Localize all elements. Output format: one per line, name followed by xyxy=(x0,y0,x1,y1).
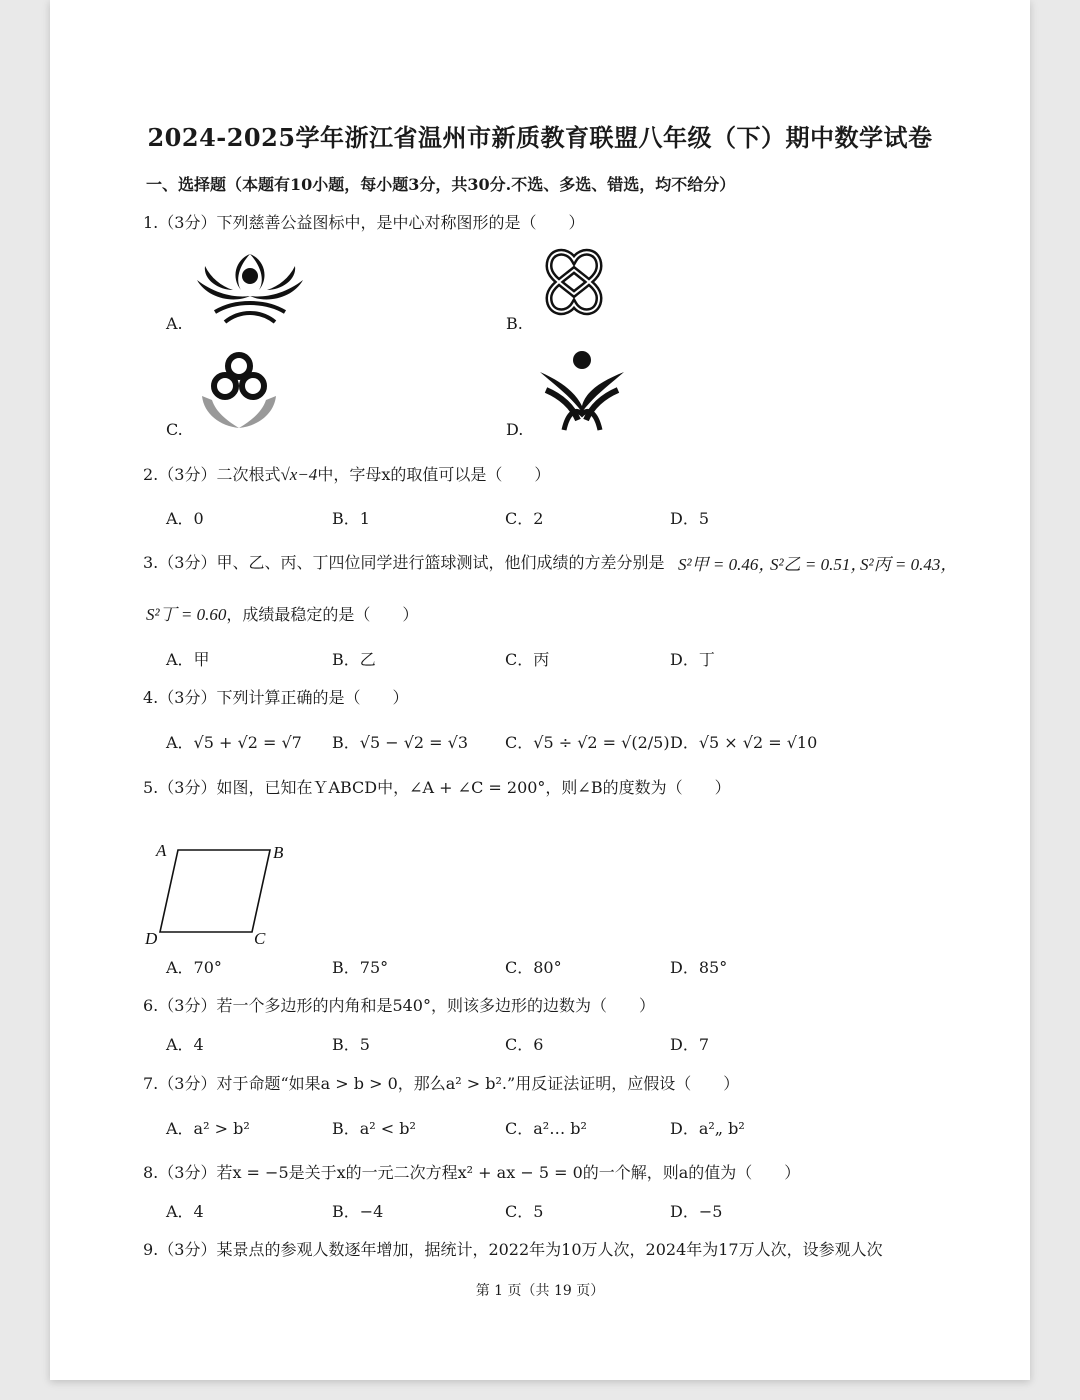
q7-option-a[interactable]: A．a² > b² xyxy=(166,1119,250,1138)
question-8: 8.（3分）若x = −5是关于x的一元二次方程x² + ax − 5 = 0的一个解，则a的值为（ ） xyxy=(143,1163,801,1182)
clover-hands-icon xyxy=(198,348,280,430)
exam-page xyxy=(50,0,1030,1380)
q4-option-c[interactable]: C．√5 ÷ √2 = √(2/5) xyxy=(505,733,670,752)
q8-option-b[interactable]: B．−4 xyxy=(332,1202,384,1221)
q2-radical: √x−4 xyxy=(280,465,318,484)
q5-option-d[interactable]: D．85° xyxy=(670,958,728,977)
q4-option-d[interactable]: D．√5 × √2 = √10 xyxy=(670,733,818,752)
q8-option-c[interactable]: C．5 xyxy=(505,1202,544,1221)
q2-option-d[interactable]: D．5 xyxy=(670,509,710,528)
question-1: 1.（3分）下列慈善公益图标中，是中心对称图形的是（ ） xyxy=(143,213,585,232)
variance-ding: S²丁 = 0.60 xyxy=(146,605,227,624)
question-2 xyxy=(143,462,550,485)
q3-option-a[interactable]: A．甲 xyxy=(166,650,210,669)
q2-suffix: 中，字母x的取值可以是（ ） xyxy=(317,465,551,484)
question-4: 4.（3分）下列计算正确的是（ ） xyxy=(143,688,409,707)
q1-option-a[interactable]: A. xyxy=(166,314,183,333)
question-5: 5.（3分）如图，已知在ＹABCD中，∠A + ∠C = 200°，则∠B的度数为（ ） xyxy=(143,778,731,797)
q5-option-a[interactable]: A．70° xyxy=(166,958,222,977)
parallelogram-figure xyxy=(140,838,290,948)
people-arcs-icon xyxy=(538,350,626,432)
q1-option-d[interactable]: D. xyxy=(506,420,524,439)
q6-option-c[interactable]: C．6 xyxy=(505,1035,544,1054)
q2-option-b[interactable]: B．1 xyxy=(332,509,370,528)
q1-option-c[interactable]: C. xyxy=(166,420,183,439)
q1-option-b[interactable]: B. xyxy=(506,314,523,333)
q5-option-c[interactable]: C．80° xyxy=(505,958,562,977)
q8-option-d[interactable]: D．−5 xyxy=(670,1202,723,1221)
heart-knot-icon xyxy=(535,248,613,316)
vertex-c-label: C xyxy=(254,929,266,948)
q3-option-c[interactable]: C．丙 xyxy=(505,650,550,669)
question-6: 6.（3分）若一个多边形的内角和是540°，则该多边形的边数为（ ） xyxy=(143,996,655,1015)
q3-option-d[interactable]: D．丁 xyxy=(670,650,715,669)
question-7: 7.（3分）对于命题“如果a > b > 0，那么a² > b².”用反证法证明，应假设（ ） xyxy=(143,1074,740,1093)
variance-bing: S²丙 = 0.43， xyxy=(860,555,958,574)
page-footer: 第 1 页（共 19 页） xyxy=(475,1283,605,1299)
q2-option-a[interactable]: A．0 xyxy=(166,509,204,528)
variance-yi: S²乙 = 0.51， xyxy=(770,555,868,574)
q7-option-c[interactable]: C．a²… b² xyxy=(505,1119,587,1138)
q3-option-b[interactable]: B．乙 xyxy=(332,650,376,669)
vertex-a-label: A xyxy=(156,841,167,860)
lotus-logo-icon xyxy=(195,250,305,328)
question-9: 9.（3分）某景点的参观人数逐年增加，据统计，2022年为10万人次，2024年为17万人次，设参观人次 xyxy=(143,1240,883,1259)
q6-option-d[interactable]: D．7 xyxy=(670,1035,710,1054)
q4-option-b[interactable]: B．√5 − √2 = √3 xyxy=(332,733,469,752)
section-heading: 一、选择题（本题有10小题，每小题3分，共30分.不选、多选、错选，均不给分） xyxy=(146,175,736,194)
q2-prefix: 2.（3分）二次根式 xyxy=(143,465,281,484)
q7-option-b[interactable]: B．a² < b² xyxy=(332,1119,416,1138)
question-3-line2 xyxy=(146,600,418,625)
q4-option-a[interactable]: A．√5 + √2 = √7 xyxy=(166,733,302,752)
page-title: 2024-2025学年浙江省温州市新质教育联盟八年级（下）期中数学试卷 xyxy=(147,123,933,152)
q8-option-a[interactable]: A．4 xyxy=(166,1202,204,1221)
q6-option-a[interactable]: A．4 xyxy=(166,1035,204,1054)
variance-jia: S²甲 = 0.46， xyxy=(678,555,776,574)
q6-option-b[interactable]: B．5 xyxy=(332,1035,370,1054)
q2-option-c[interactable]: C．2 xyxy=(505,509,544,528)
q7-option-d[interactable]: D．a²„ b² xyxy=(670,1119,745,1138)
vertex-b-label: B xyxy=(273,843,284,862)
question-3-line1: 3.（3分）甲、乙、丙、丁四位同学进行篮球测试，他们成绩的方差分别是 xyxy=(143,553,665,572)
q5-option-b[interactable]: B．75° xyxy=(332,958,389,977)
q3-suffix: ，成绩最稳定的是（ ） xyxy=(226,605,419,624)
vertex-d-label: D xyxy=(145,929,158,948)
